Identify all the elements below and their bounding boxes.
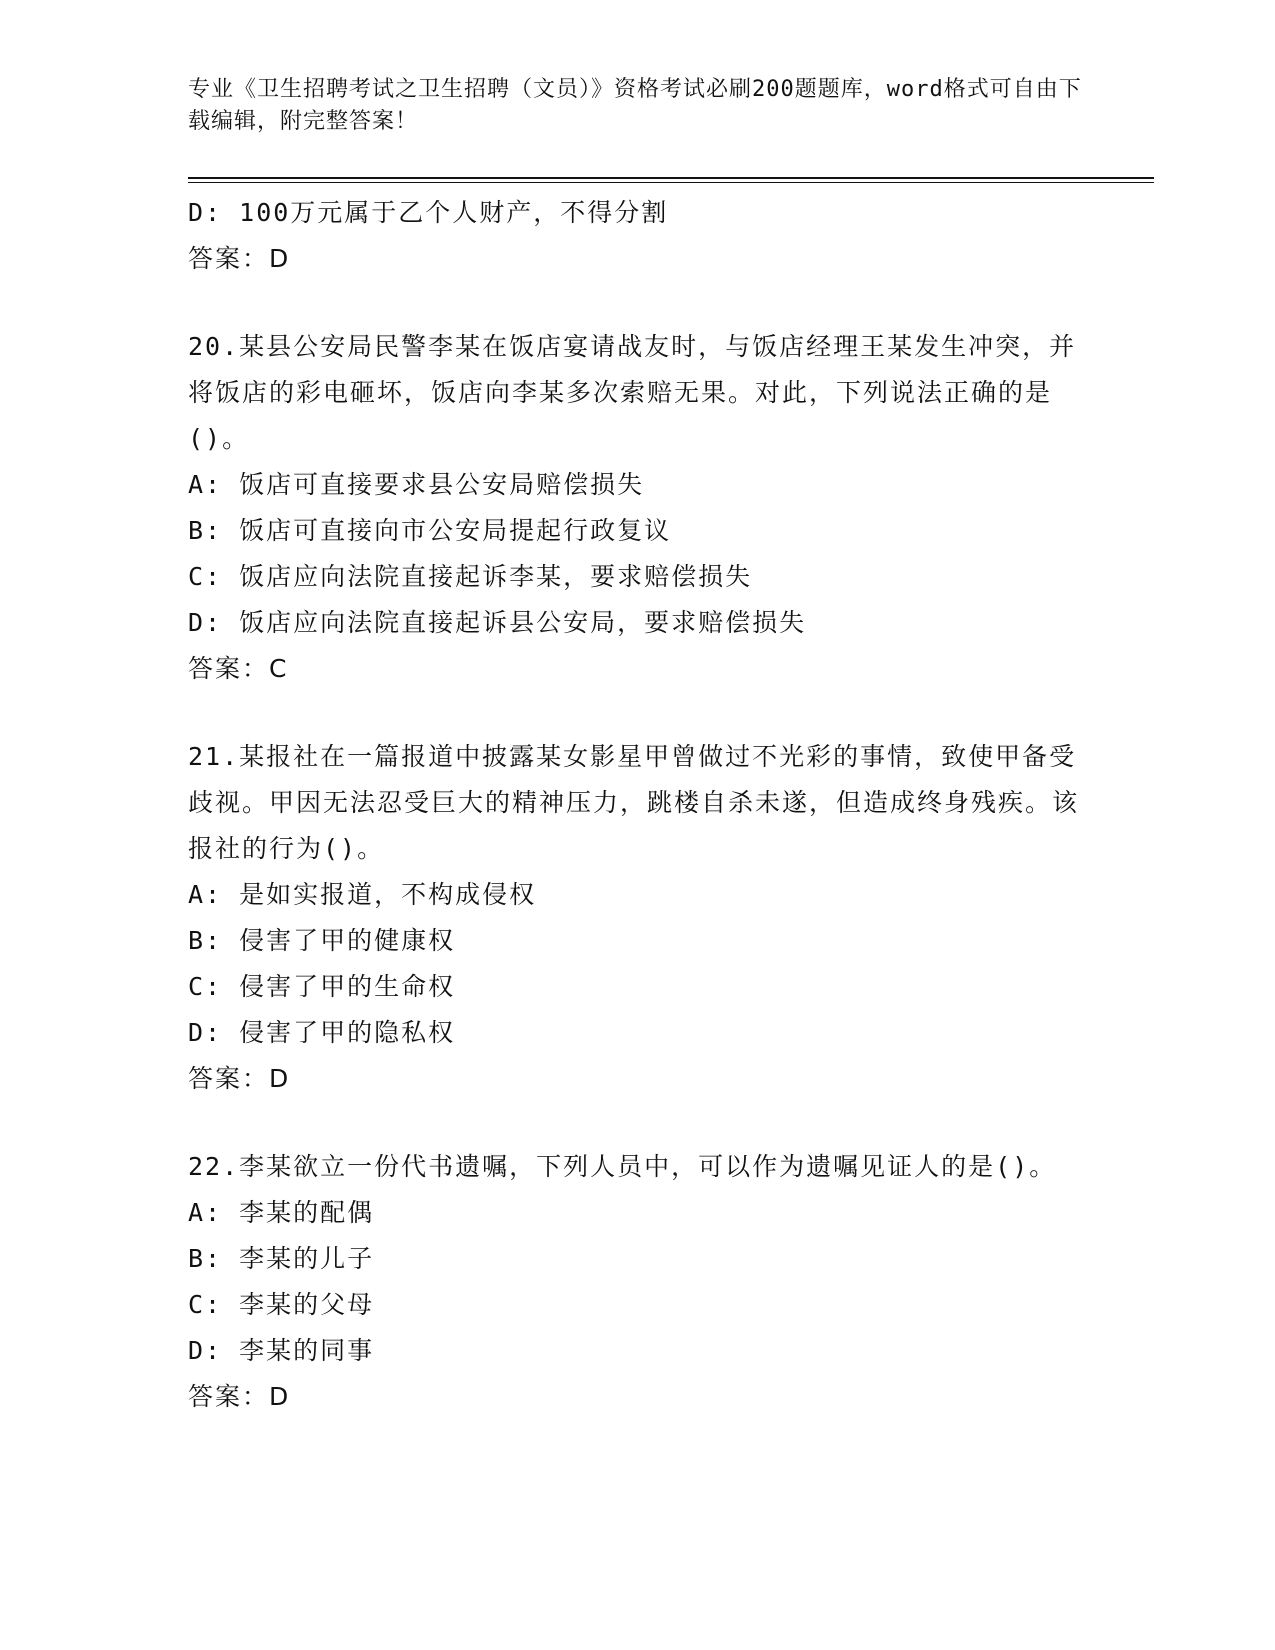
answer-label: 答案： <box>188 1064 270 1093</box>
answer-value: D <box>269 244 291 273</box>
answer-line <box>188 236 1088 282</box>
question-block <box>188 324 1088 692</box>
answer-value: C <box>269 654 289 683</box>
answer-value: D <box>269 1064 291 1093</box>
answer-line <box>188 1374 1088 1420</box>
header-rule-thick <box>188 177 1154 179</box>
question-block <box>188 1144 1088 1420</box>
option-c: C: 饭店应向法院直接起诉李某，要求赔偿损失 <box>188 562 753 591</box>
header-rule-thin <box>188 182 1154 183</box>
answer-label: 答案： <box>188 1382 270 1411</box>
answer-line <box>188 1056 1088 1102</box>
answer-label: 答案： <box>188 654 270 683</box>
answer-label: 答案： <box>188 244 270 273</box>
option-d: D: 100万元属于乙个人财产，不得分割 <box>188 198 669 227</box>
option-d: D: 饭店应向法院直接起诉县公安局，要求赔偿损失 <box>188 608 807 637</box>
option-c: C: 侵害了甲的生命权 <box>188 972 456 1001</box>
option-a: A: 李某的配偶 <box>188 1198 375 1227</box>
question-block <box>188 734 1088 1102</box>
question-stem: 21.某报社在一篇报道中披露某女影星甲曾做过不光彩的事情，致使甲备受歧视。甲因无法忍受巨大的精神压力，跳楼自杀未遂，但造成终身残疾。该报社的行为()。 <box>188 742 1080 863</box>
question-stem: 20.某县公安局民警李某在饭店宴请战友时，与饭店经理王某发生冲突，并将饭店的彩电砸坏，饭店向李某多次索赔无果。对此，下列说法正确的是()。 <box>188 332 1077 453</box>
question-content <box>188 190 1088 1420</box>
option-a: A: 饭店可直接要求县公安局赔偿损失 <box>188 470 645 499</box>
answer-value: D <box>269 1382 291 1411</box>
page-header: 专业《卫生招聘考试之卫生招聘（文员）》资格考试必刷200题题库，word格式可自由下载编辑，附完整答案！ <box>188 77 1082 134</box>
option-c: C: 李某的父母 <box>188 1290 375 1319</box>
option-d: D: 侵害了甲的隐私权 <box>188 1018 456 1047</box>
option-b: B: 李某的儿子 <box>188 1244 375 1273</box>
option-a: A: 是如实报道，不构成侵权 <box>188 880 537 909</box>
answer-line <box>188 646 1088 692</box>
option-b: B: 饭店可直接向市公安局提起行政复议 <box>188 516 672 545</box>
option-b: B: 侵害了甲的健康权 <box>188 926 456 955</box>
question-stem: 22.李某欲立一份代书遗嘱，下列人员中，可以作为遗嘱见证人的是()。 <box>188 1152 1057 1181</box>
option-d: D: 李某的同事 <box>188 1336 375 1365</box>
